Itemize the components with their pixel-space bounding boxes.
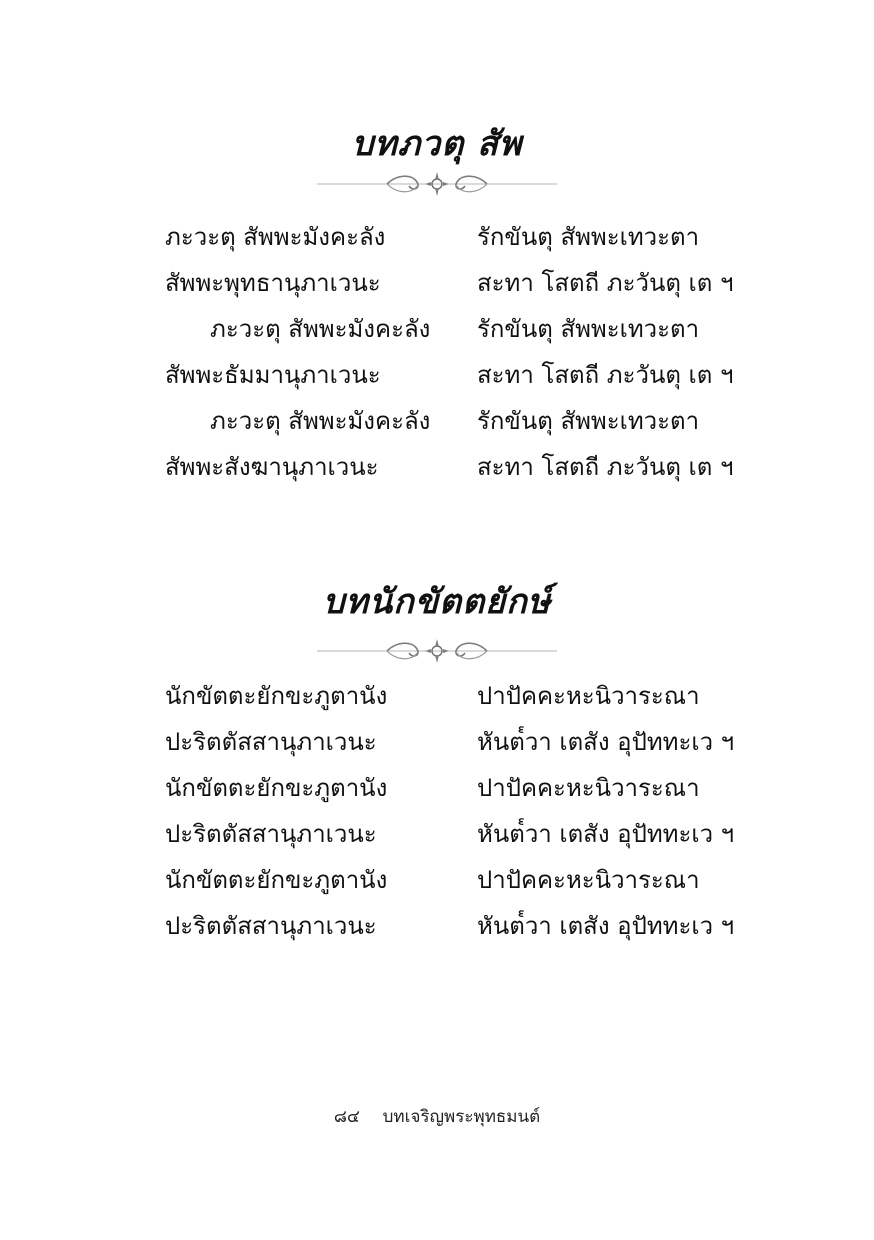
book-title: บทเจริญพระพุทธมนต์ [382, 1107, 541, 1127]
verse-line-left: ภะวะตุ สัพพะมังคะลัง [165, 223, 386, 251]
divider-ornament-icon [317, 637, 557, 665]
page-number: ๘๔ [333, 1107, 360, 1127]
verse-line [0, 857, 874, 903]
verse-line [0, 811, 874, 857]
verse-line [0, 444, 874, 490]
verse-line-left: นักขัตตะยักขะภูตานัง [165, 866, 388, 894]
verse-line-left: ปะริตตัสสานุภาเวนะ [165, 728, 377, 756]
verse-line [0, 306, 874, 352]
verse-line-left: นักขัตตะยักขะภูตานัง [165, 682, 388, 710]
verse-line-right: รักขันตุ สัพพะเทวะตา [477, 223, 700, 251]
verse-line-right: รักขันตุ สัพพะเทวะตา [477, 407, 700, 435]
section-title-bhavatu: บทภวตุ สัพ [351, 124, 523, 164]
verse-line [0, 260, 874, 306]
verse-line [0, 765, 874, 811]
page-footer [0, 1103, 874, 1131]
verse-line [0, 352, 874, 398]
section-title-nakkhatta: บทนักขัตตยักษ์ [322, 582, 552, 622]
verse-line-left: ภะวะตุ สัพพะมังคะลัง [210, 407, 431, 435]
verse-line-right: ปาปัคคะหะนิวาระณา [477, 774, 700, 802]
verse-line-right: หันต๎วา เตสัง อุปัททะเว ฯ [477, 728, 735, 756]
verse-line [0, 398, 874, 444]
divider-ornament-icon [317, 170, 557, 198]
verse-line-right: สะทา โสตถี ภะวันตุ เต ฯ [477, 361, 734, 389]
verse-line-right: รักขันตุ สัพพะเทวะตา [477, 315, 700, 343]
verse-line-left: ปะริตตัสสานุภาเวนะ [165, 912, 377, 940]
verse-line-left: สัพพะพุทธานุภาเวนะ [165, 269, 381, 297]
verse-line-left: สัพพะสังฆานุภาเวนะ [165, 453, 379, 481]
verse-line-right: สะทา โสตถี ภะวันตุ เต ฯ [477, 269, 734, 297]
verse-line-left: นักขัตตะยักขะภูตานัง [165, 774, 388, 802]
verse-line-left: สัพพะธัมมานุภาเวนะ [165, 361, 381, 389]
verse-line [0, 673, 874, 719]
verse-line-left: ภะวะตุ สัพพะมังคะลัง [210, 315, 431, 343]
verse-line-right: ปาปัคคะหะนิวาระณา [477, 866, 700, 894]
verse-block-nakkhatta [0, 673, 874, 949]
verse-line-right: หันต๎วา เตสัง อุปัททะเว ฯ [477, 820, 735, 848]
verse-line [0, 903, 874, 949]
verse-line-right: สะทา โสตถี ภะวันตุ เต ฯ [477, 453, 734, 481]
verse-line [0, 214, 874, 260]
verse-line-left: ปะริตตัสสานุภาเวนะ [165, 820, 377, 848]
verse-line-right: หันต๎วา เตสัง อุปัททะเว ฯ [477, 912, 735, 940]
verse-line [0, 719, 874, 765]
verse-line-right: ปาปัคคะหะนิวาระณา [477, 682, 700, 710]
verse-block-bhavatu [0, 214, 874, 490]
